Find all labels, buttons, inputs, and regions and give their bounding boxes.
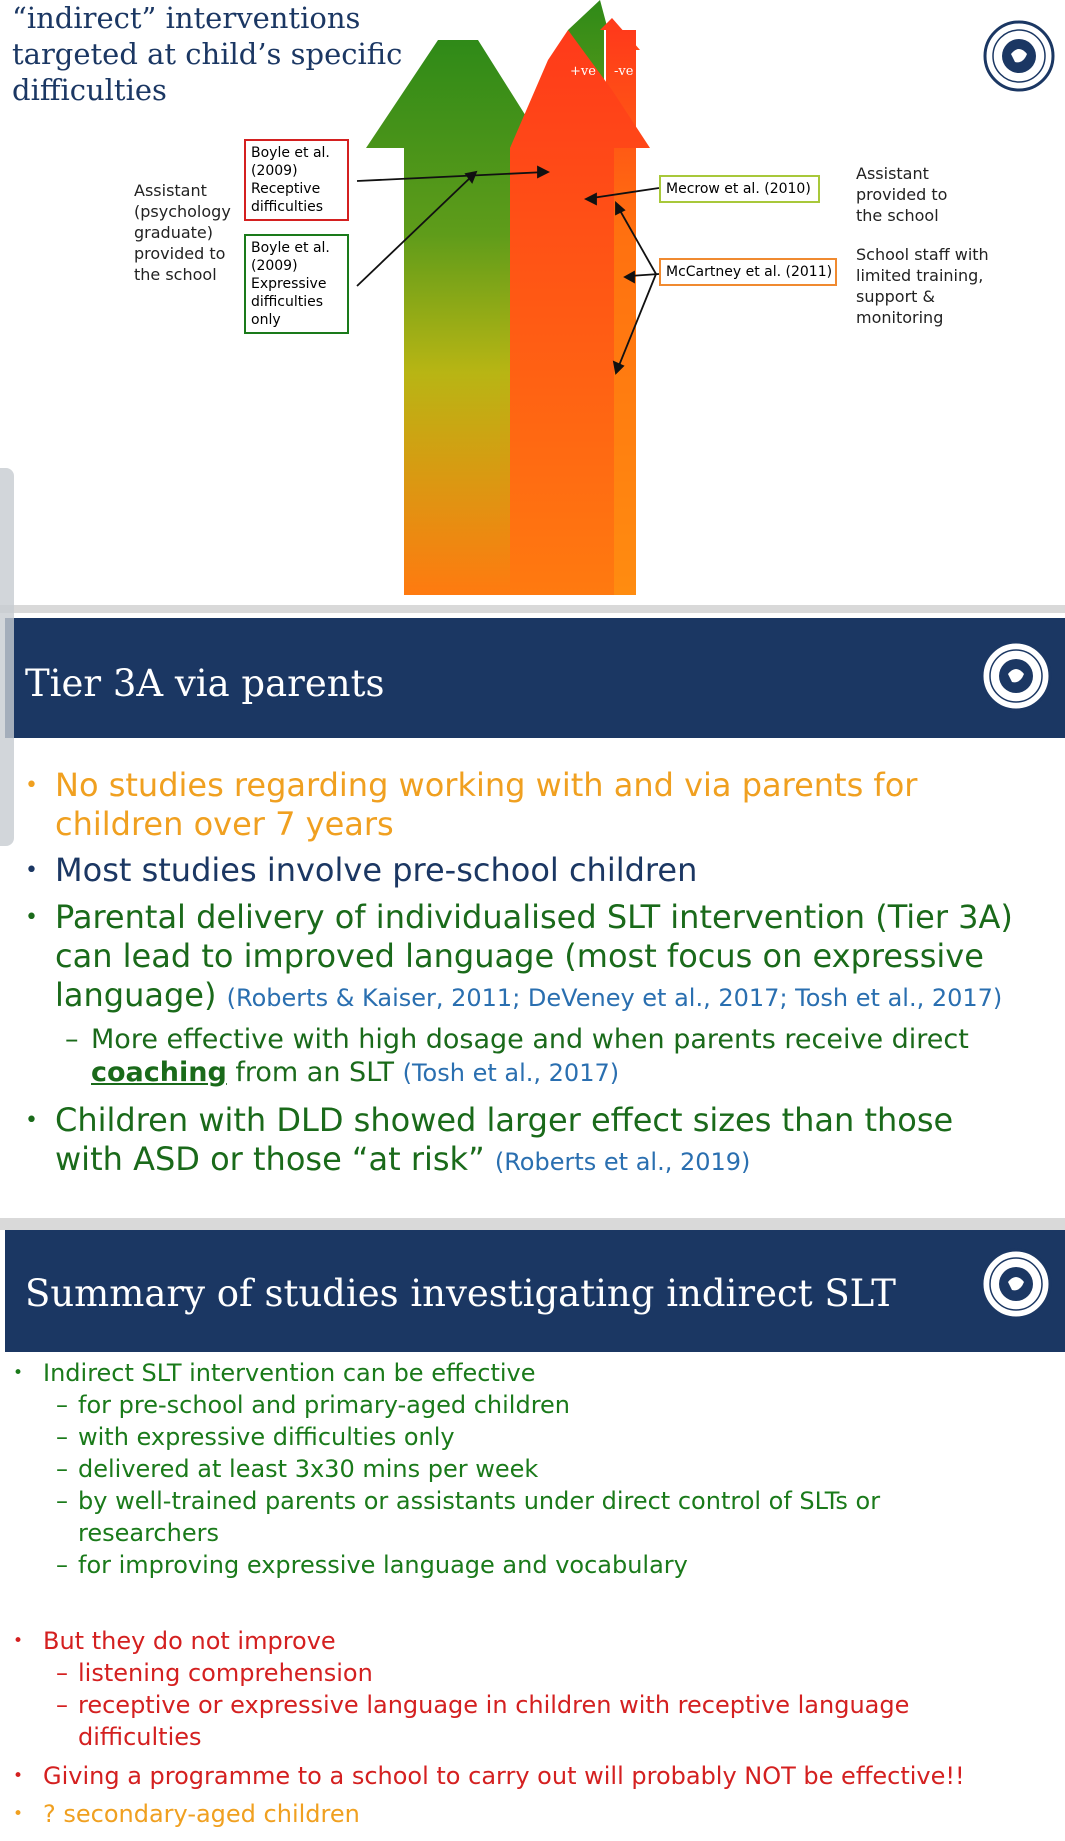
dash-marker: – xyxy=(56,1659,68,1687)
slide-title: Summary of studies investigating indirect SLT xyxy=(25,1272,896,1315)
dash-marker: – xyxy=(56,1691,68,1719)
boyle-receptive-box: Boyle et al. (2009) Receptive difficulties xyxy=(244,139,349,221)
sub-item: by well-trained parents or assistants under direct control of SLTs or xyxy=(78,1487,881,1515)
dash-marker: – xyxy=(56,1455,68,1483)
bullet-not-improve: • But they do not improve – listening comprehension – receptive or expressive language in children with receptive language difficulties xyxy=(13,1627,910,1751)
bullet-dot: • xyxy=(13,1363,24,1383)
dash-marker: – xyxy=(56,1551,68,1579)
coaching-emphasis: coaching xyxy=(91,1057,227,1088)
slide-divider xyxy=(0,605,1065,613)
university-seal-icon xyxy=(980,640,1052,712)
positive-label: +ve xyxy=(570,64,596,79)
bullet-dot: • xyxy=(25,773,38,798)
dash-marker: – xyxy=(56,1487,68,1515)
sub-bullet-coaching: – More effective with high dosage and when parents receive direct coaching from an SLT (Tosh et al., 2017) xyxy=(65,1024,969,1088)
boyle-expressive-box: Boyle et al. (2009) Expressive difficulties only xyxy=(244,234,349,334)
sub-item: for pre-school and primary-aged children xyxy=(78,1391,571,1419)
bullet-dot: • xyxy=(13,1804,24,1824)
bullet-dld-effect: • Children with DLD showed larger effect sizes than those with ASD or those “at risk” (Roberts et al., 2019) xyxy=(25,1101,954,1178)
bullet-parental-delivery: • Parental delivery of individualised SLT intervention (Tier 3A) can lead to improved language (most focus on expressive language) (Roberts & Kaiser, 2011; DeVeney et al., 2017; Tosh et al., 2017) xyxy=(25,898,1013,1014)
slide-tier-3a-via-parents xyxy=(0,613,1065,1218)
bullet-dot: • xyxy=(25,905,38,930)
slide-header xyxy=(5,618,1065,738)
bullet-dot: • xyxy=(25,1108,38,1133)
citation: (Tosh et al., 2017) xyxy=(402,1059,620,1087)
slide-title: “indirect” interventions targeted at child’s specific difficulties xyxy=(12,1,403,107)
bullet-no-studies: • No studies regarding working with and via parents for children over 7 years xyxy=(25,766,918,843)
sub-item: delivered at least 3x30 mins per week xyxy=(78,1455,539,1483)
sub-item: for improving expressive language and vocabulary xyxy=(78,1551,688,1579)
slide-indirect-interventions xyxy=(0,0,1065,605)
right-description-school-staff: School staff with limited training, support & monitoring xyxy=(856,245,989,327)
dash-marker: – xyxy=(65,1024,79,1055)
bullet-indirect-effective: • Indirect SLT intervention can be effective – for pre-school and primary-aged children – with expressive difficulties only – delivered at least 3x30 mins per week – by well-trained parents or assistants under direct control of SLTs or researchers – for improving expressive language and vocabulary xyxy=(13,1359,881,1579)
negative-label: -ve xyxy=(614,64,634,79)
slide-header xyxy=(5,1230,1065,1352)
citation: (Roberts & Kaiser, 2011; DeVeney et al., 2017; Tosh et al., 2017) xyxy=(226,984,1003,1012)
right-description-assistant: Assistant provided to the school xyxy=(856,164,948,225)
bullet-dot: • xyxy=(13,1631,24,1651)
sub-item: with expressive difficulties only xyxy=(78,1423,455,1451)
slide-summary-indirect-slt xyxy=(0,1230,1065,1841)
mccartney-box: McCartney et al. (2011) xyxy=(659,258,837,286)
bullet-programme-school: • Giving a programme to a school to carry out will probably NOT be effective!! xyxy=(13,1762,965,1790)
mecrow-box: Mecrow et al. (2010) xyxy=(659,175,820,203)
bullet-dot: • xyxy=(13,1766,24,1786)
dash-marker: – xyxy=(56,1391,68,1419)
bullet-pre-school: • Most studies involve pre-school children xyxy=(25,851,698,889)
bullet-dot: • xyxy=(25,858,38,883)
university-seal-icon xyxy=(980,1248,1052,1320)
sub-item: receptive or expressive language in children with receptive language xyxy=(78,1691,910,1719)
bullet-secondary-aged: • ? secondary-aged children xyxy=(13,1800,360,1828)
dash-marker: – xyxy=(56,1423,68,1451)
sub-item: listening comprehension xyxy=(78,1659,373,1687)
slide-divider xyxy=(0,1218,1065,1230)
left-description: Assistant (psychology graduate) provided to the school xyxy=(134,181,231,284)
side-scroll-handle[interactable] xyxy=(0,468,14,846)
citation: (Roberts et al., 2019) xyxy=(494,1148,751,1176)
slide-title: Tier 3A via parents xyxy=(25,662,385,705)
